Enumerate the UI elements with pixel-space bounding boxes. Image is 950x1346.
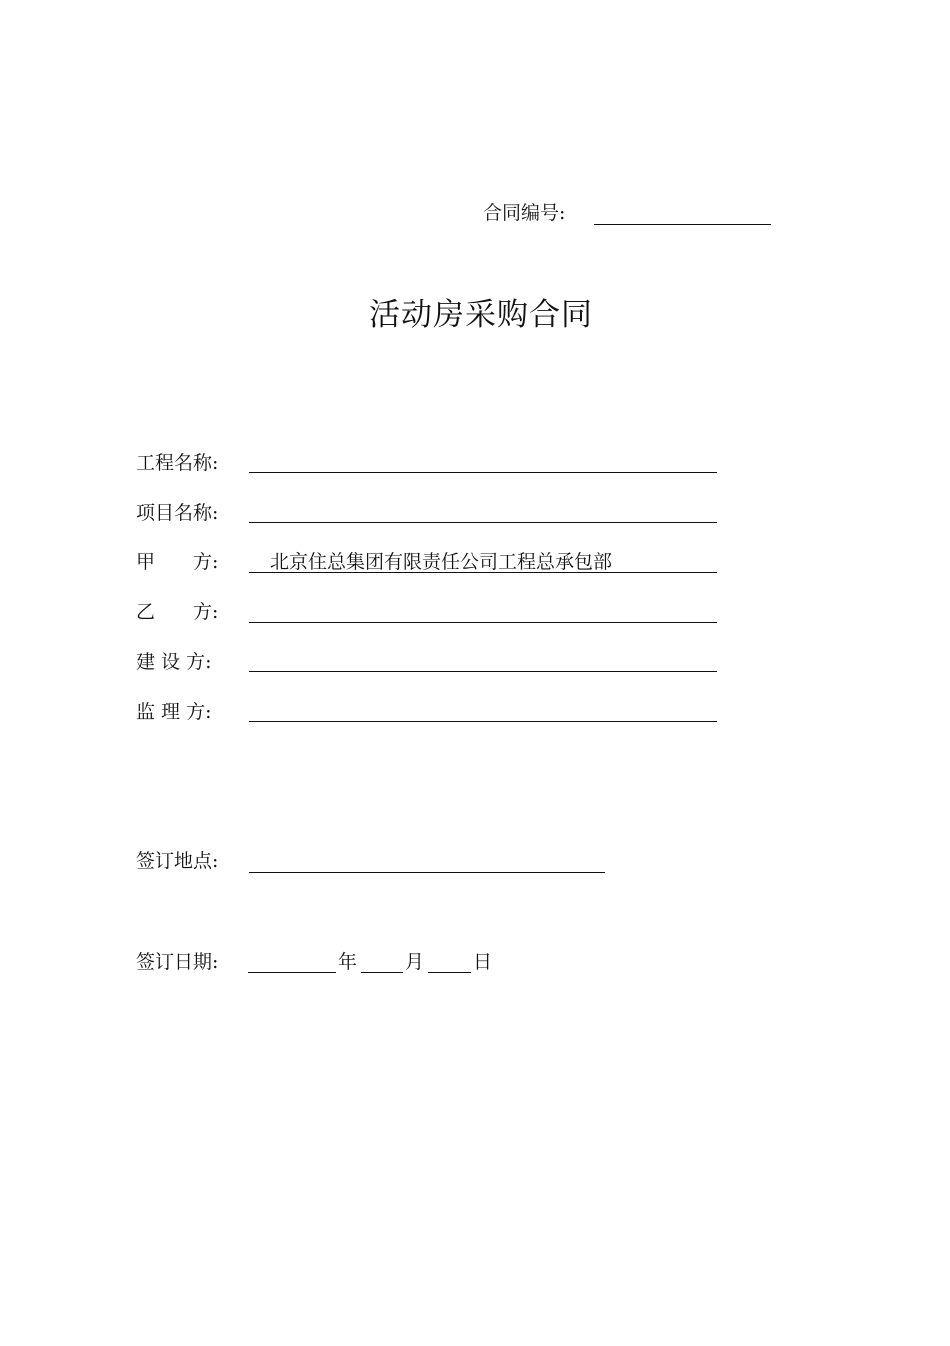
project-name-blank[interactable] [249,472,717,473]
month-unit: 月 [405,951,425,973]
construction-party-label: 建 设 方: [136,651,212,673]
supervisor-party-label: 监 理 方: [136,701,212,723]
contract-number-blank[interactable] [594,224,771,225]
supervisor-party-blank[interactable] [249,721,717,722]
party-b-blank[interactable] [249,622,717,623]
document-title: 活动房采购合同 [369,297,593,333]
construction-party-blank[interactable] [249,671,717,672]
signing-place-label: 签订地点: [136,850,219,872]
contract-number-label: 合同编号: [483,202,566,224]
item-name-label: 项目名称: [136,502,219,524]
signing-year-blank[interactable] [248,972,336,973]
signing-place-blank[interactable] [249,872,605,873]
project-name-label: 工程名称: [136,452,219,474]
party-a-value: 北京住总集团有限责任公司工程总承包部 [270,551,613,573]
signing-date-label: 签订日期: [136,951,219,973]
item-name-blank[interactable] [249,522,717,523]
party-a-blank[interactable] [249,572,717,573]
day-unit: 日 [473,951,493,973]
party-b-label: 乙 方: [136,601,219,623]
signing-day-blank[interactable] [428,972,471,973]
signing-month-blank[interactable] [361,972,403,973]
party-a-label: 甲 方: [136,551,219,573]
year-unit: 年 [338,951,358,973]
